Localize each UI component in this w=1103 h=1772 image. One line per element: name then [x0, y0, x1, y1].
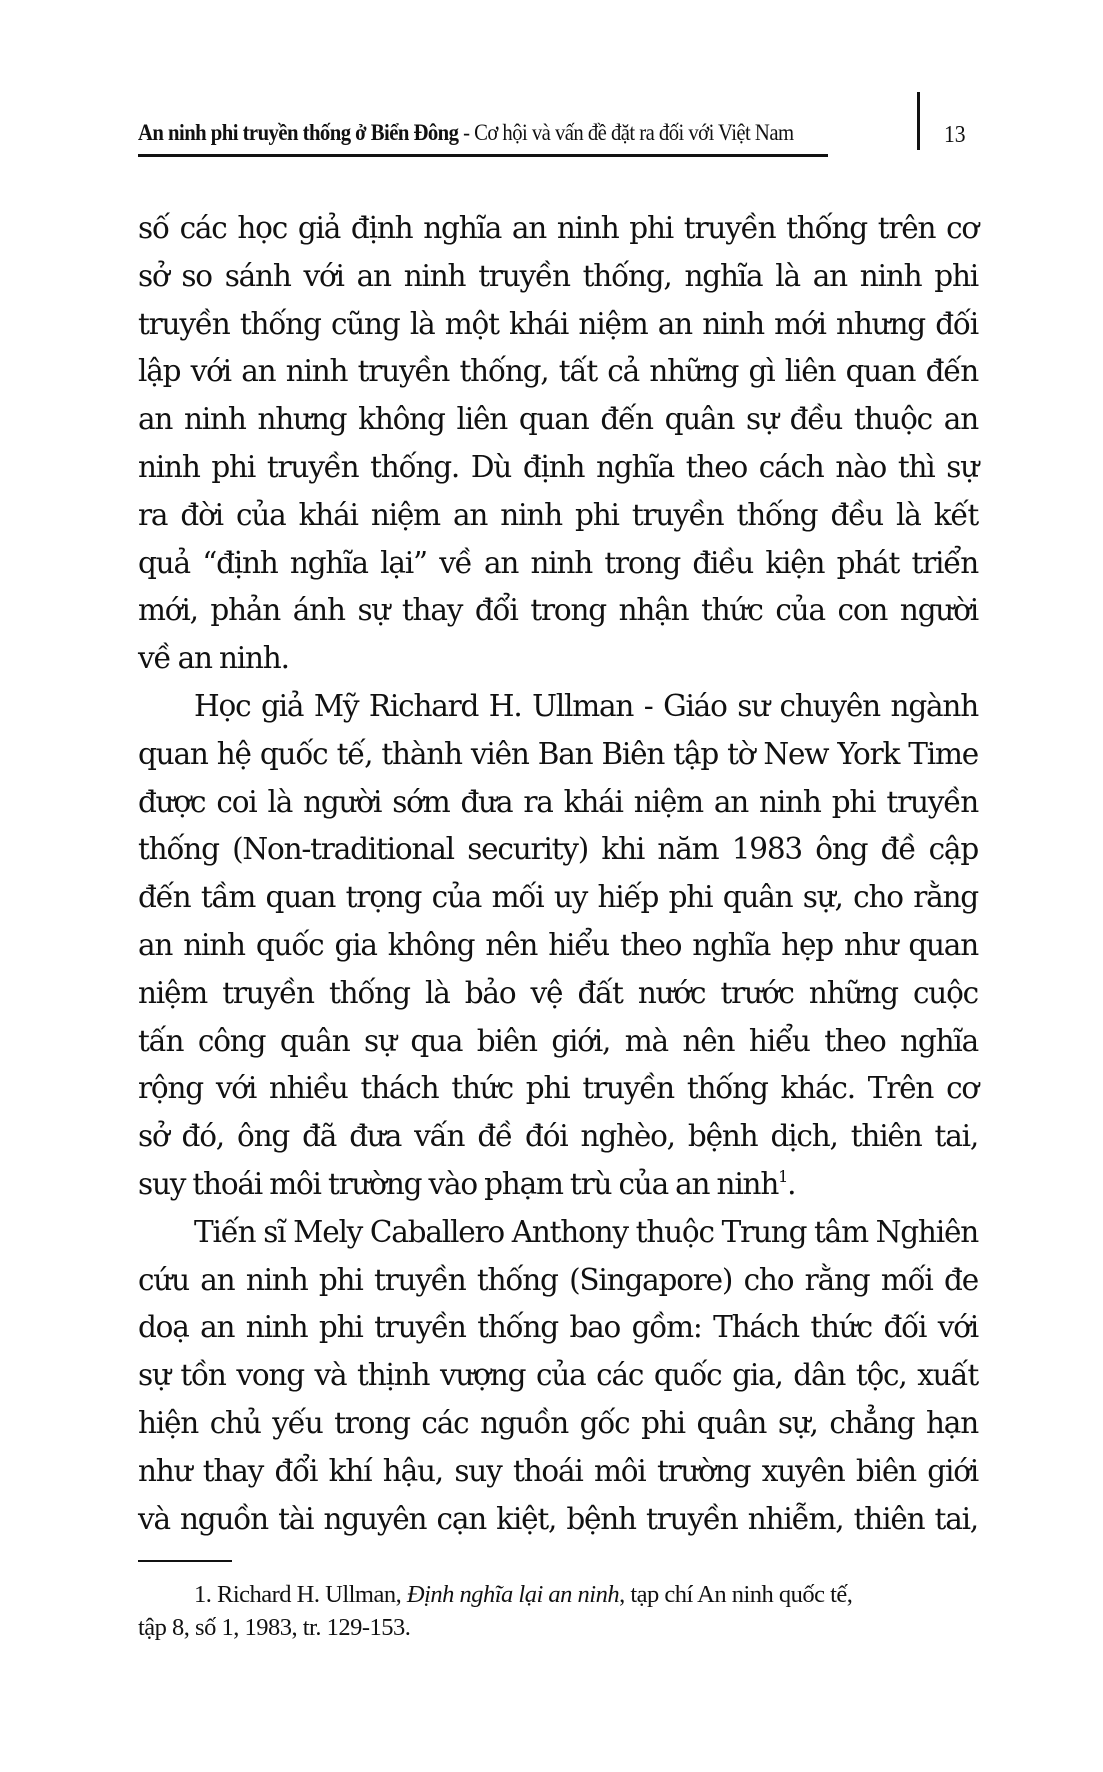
- page-number-separator: [917, 92, 920, 150]
- text-line: [138, 1161, 978, 1209]
- header-title-separator: -: [458, 120, 475, 145]
- sentence-end: .: [787, 1166, 796, 1201]
- footnote-title: Định nghĩa lại an ninh: [406, 1581, 620, 1608]
- footnote-author: Richard H. Ullman,: [217, 1581, 407, 1608]
- text-line: Tiến sĩ Mely Caballero Anthony thuộc Trung tâm Nghiên: [194, 1214, 978, 1249]
- text-line: an ninh quốc gia không nên hiểu theo nghĩa hẹp như quan: [138, 927, 978, 962]
- text-line: hiện chủ yếu trong các nguồn gốc phi quân sự, chẳng hạn: [138, 1405, 978, 1440]
- footnote-rule: [138, 1560, 232, 1562]
- text-line: lập với an ninh truyền thống, tất cả những gì liên quan đến: [138, 354, 978, 389]
- text-line: được coi là người sớm đưa ra khái niệm an ninh phi truyền: [138, 784, 978, 819]
- footnote-line: [138, 1578, 978, 1611]
- footnote-number: 1.: [194, 1581, 217, 1608]
- header-title-regular: Cơ hội và vấn đề đặt ra đối với Việt Nam: [474, 120, 794, 145]
- text-line: quả “định nghĩa lại” về an ninh trong điều kiện phát triển: [138, 545, 978, 580]
- text-line: ninh phi truyền thống. Dù định nghĩa theo cách nào thì sự: [138, 449, 978, 484]
- footnote-reference[interactable]: 1: [778, 1166, 788, 1186]
- footnote-source: , tạp chí An ninh quốc tế,: [619, 1581, 853, 1608]
- header-rule: [138, 154, 828, 157]
- paragraph-2: [138, 683, 978, 1209]
- text-line: số các học giả định nghĩa an ninh phi truyền thống trên cơ: [138, 211, 978, 245]
- text-line: đến tầm quan trọng của mối uy hiếp phi quân sự, cho rằng: [138, 880, 978, 915]
- body-text: [138, 205, 978, 1543]
- header-title-bold: An ninh phi truyền thống ở Biển Đông: [138, 120, 459, 145]
- text-line: mới, phản ánh sự thay đổi trong nhận thức của con người: [138, 593, 978, 628]
- text-line: sở đó, ông đã đưa vấn đề đói nghèo, bệnh dịch, thiên tai,: [138, 1119, 978, 1154]
- text-line: thống (Non-traditional security) khi năm 1983 ông đề cập: [138, 832, 978, 867]
- text-line: Học giả Mỹ Richard H. Ullman - Giáo sư chuyên ngành: [194, 688, 978, 723]
- text-line: tấn công quân sự qua biên giới, mà nên hiểu theo nghĩa: [138, 1023, 978, 1058]
- footnote-line: tập 8, số 1, 1983, tr. 129-153.: [138, 1614, 411, 1641]
- page-number: 13: [944, 122, 966, 148]
- footnote: [138, 1578, 978, 1644]
- text-line: như thay đổi khí hậu, suy thoái môi trường xuyên biên giới: [138, 1453, 978, 1488]
- text-line: rộng với nhiều thách thức phi truyền thống khác. Trên cơ: [138, 1071, 978, 1106]
- text-line: về an ninh.: [138, 641, 289, 676]
- text-line: sự tồn vong và thịnh vượng của các quốc gia, dân tộc, xuất: [138, 1358, 978, 1393]
- text-line-content: suy thoái môi trường vào phạm trù của an ninh: [138, 1166, 779, 1201]
- text-line: và nguồn tài nguyên cạn kiệt, bệnh truyền nhiễm, thiên tai,: [138, 1501, 978, 1536]
- text-line: doạ an ninh phi truyền thống bao gồm: Thách thức đối với: [138, 1310, 978, 1345]
- text-line: an ninh nhưng không liên quan đến quân sự đều thuộc an: [138, 402, 978, 437]
- text-line: cứu an ninh phi truyền thống (Singapore) cho rằng mối đe: [138, 1262, 978, 1297]
- text-line: truyền thống cũng là một khái niệm an ninh mới nhưng đối: [138, 306, 978, 341]
- text-line: quan hệ quốc tế, thành viên Ban Biên tập tờ New York Time: [138, 736, 978, 771]
- text-line: ra đời của khái niệm an ninh phi truyền thống đều là kết: [138, 497, 978, 532]
- paragraph-3: [138, 1209, 978, 1544]
- paragraph-1: [138, 205, 978, 683]
- running-header: [138, 118, 794, 148]
- text-line: sở so sánh với an ninh truyền thống, nghĩa là an ninh phi: [138, 258, 978, 293]
- text-line: niệm truyền thống là bảo vệ đất nước trước những cuộc: [138, 975, 978, 1010]
